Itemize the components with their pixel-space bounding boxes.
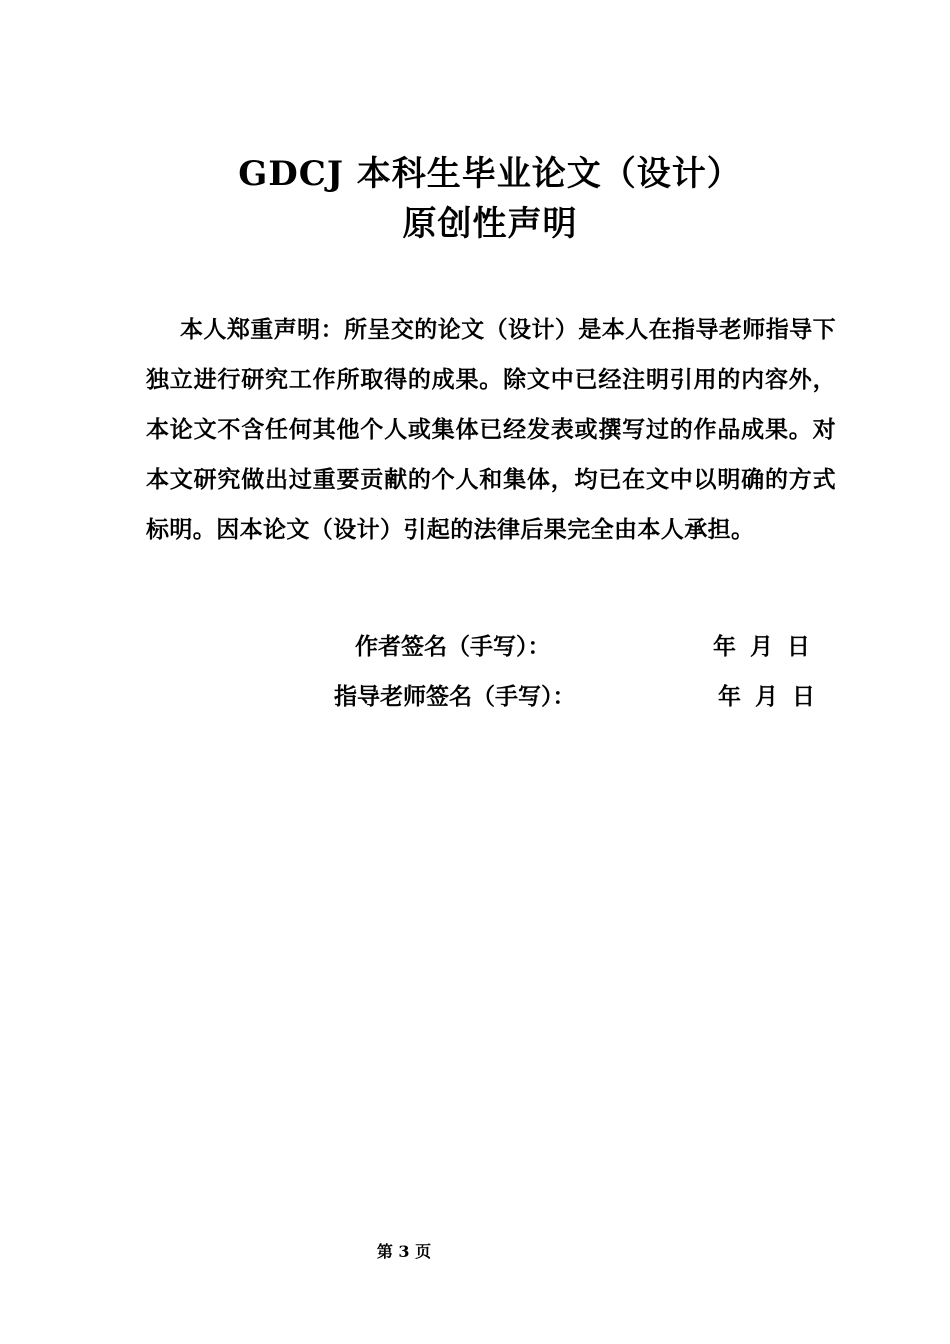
page-number: 第 3 页 [376,1242,432,1261]
declaration-paragraph: 本人郑重声明：所呈交的论文（设计）是本人在指导老师指导下独立进行研究工作所取得的成果。除文中已经注明引用的内容外，本论文不含任何其他个人或集体已经发表或撰写过的作品成果。对本文研究做出过重要贡献的个人和集体，均已在文中以明确的方式标明。因本论文（设计）引起的法律后果完全由本人承担。 [146,316,836,543]
author-signature-label: 作者签名（手写）： [355,633,551,660]
year-label: 年 [713,633,736,660]
document-title: GDCJ 本科生毕业论文（设计） [238,154,742,194]
author-signature-date [713,632,810,662]
month-label: 月 [750,633,773,660]
advisor-signature-date [718,682,815,712]
document-subtitle: 原创性声明 [402,204,578,244]
advisor-signature-label: 指导老师签名（手写）： [334,683,576,710]
year-label: 年 [718,683,741,710]
day-label: 日 [787,633,810,660]
day-label: 日 [792,683,815,710]
month-label: 月 [755,683,778,710]
